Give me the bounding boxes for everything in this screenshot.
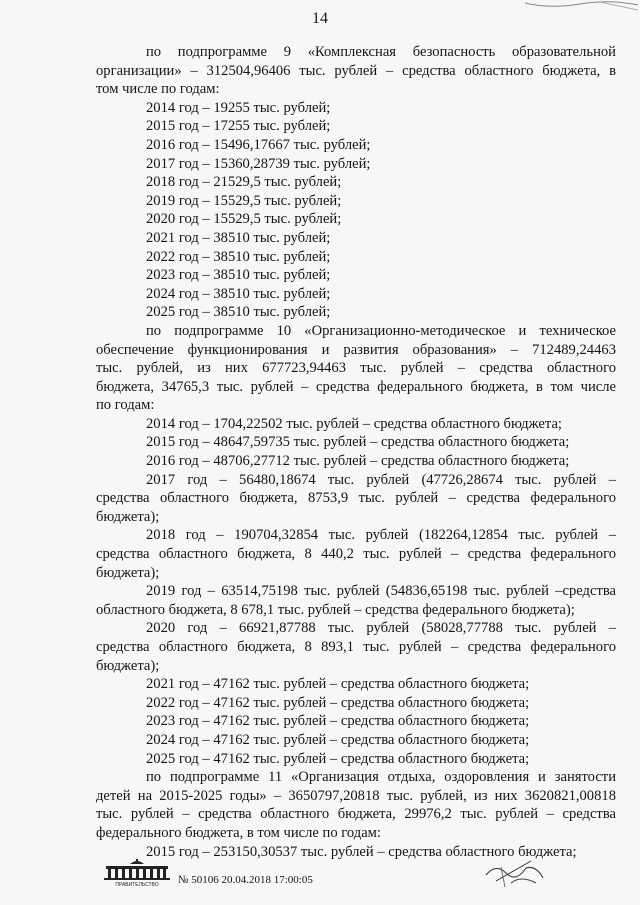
paragraph-line: областного бюджета, 8 678,1 тыс. рублей – средства федерального бюджета); xyxy=(96,601,575,618)
paragraph-line: детей на 2015-2025 годы» – 3650797,20818 тыс. рублей, из них 3620821,00818 xyxy=(96,787,616,804)
page-number: 14 xyxy=(312,10,328,27)
list-item: 2016 год – 15496,17667 тыс. рублей; xyxy=(146,136,371,153)
handwritten-signature-icon xyxy=(481,853,551,893)
list-item: 2015 год – 17255 тыс. рублей; xyxy=(146,118,331,135)
list-item: 2018 год – 21529,5 тыс. рублей; xyxy=(146,174,342,191)
paragraph-line: 2018 год – 190704,32854 тыс. рублей (182264,12854 тыс. рублей – xyxy=(146,527,616,544)
paragraph-line: тыс. рублей – средства областного бюджета, 29976,2 тыс. рублей – средства xyxy=(96,806,616,823)
list-item: 2025 год – 38510 тыс. рублей; xyxy=(146,304,331,321)
paragraph-line: по подпрограмме 9 «Комплексная безопасность образовательной xyxy=(146,44,616,60)
paragraph-line: бюджета, 34765,3 тыс. рублей – средства федерального бюджета, в том числе xyxy=(96,378,616,395)
paragraph-line: по подпрограмме 10 «Организационно-методическое и техническое xyxy=(146,322,616,339)
paragraph-line: 2017 год – 56480,18674 тыс. рублей (47726,28674 тыс. рублей – xyxy=(146,471,616,488)
list-item: 2020 год – 15529,5 тыс. рублей; xyxy=(146,211,342,228)
list-item: 2024 год – 47162 тыс. рублей – средства областного бюджета; xyxy=(146,731,530,748)
paragraph-line: бюджета); xyxy=(96,508,160,525)
list-item: 2022 год – 38510 тыс. рублей; xyxy=(146,248,331,265)
paragraph-line: федерального бюджета, в том числе по годам: xyxy=(96,824,381,841)
list-item: 2019 год – 15529,5 тыс. рублей; xyxy=(146,192,342,209)
list-item: 2014 год – 19255 тыс. рублей; xyxy=(146,99,331,116)
list-item: 2015 год – 48647,59735 тыс. рублей – средства областного бюджета; xyxy=(146,434,570,451)
paragraph-line: том числе по годам: xyxy=(96,81,220,98)
list-item: 2023 год – 47162 тыс. рублей – средства областного бюджета; xyxy=(146,713,530,730)
list-item: 2024 год – 38510 тыс. рублей; xyxy=(146,285,331,302)
list-item: 2016 год – 48706,27712 тыс. рублей – средства областного бюджета; xyxy=(146,453,570,470)
paragraph-line: 2020 год – 66921,87788 тыс. рублей (58028,77788 тыс. рублей – xyxy=(146,620,616,637)
list-item: 2015 год – 253150,30537 тыс. рублей – средства областного бюджета; xyxy=(146,843,577,860)
paragraph-line: бюджета); xyxy=(96,564,160,581)
list-item: 2021 год – 38510 тыс. рублей; xyxy=(146,229,331,246)
paragraph-line: бюджета); xyxy=(96,657,160,674)
list-item: 2025 год – 47162 тыс. рублей – средства областного бюджета; xyxy=(146,750,530,767)
government-building-icon xyxy=(100,858,174,888)
paragraph-line: тыс. рублей, из них 677723,94463 тыс. рублей – средства областного xyxy=(96,360,616,377)
paragraph-line: средства областного бюджета, 8 440,2 тыс. рублей – средства федерального xyxy=(96,546,616,563)
list-item: 2023 год – 38510 тыс. рублей; xyxy=(146,267,331,284)
list-item: 2014 год – 1704,22502 тыс. рублей – средства областного бюджета; xyxy=(146,415,562,432)
paragraph-line: средства областного бюджета, 8753,9 тыс. рублей – средства федерального xyxy=(96,490,616,507)
document-registration-stamp: № 50106 20.04.2018 17:00:05 xyxy=(178,874,313,886)
list-item: 2017 год – 15360,28739 тыс. рублей; xyxy=(146,155,371,172)
paragraph-line: обеспечение функционирования и развития образования» – 712489,24463 xyxy=(96,341,616,358)
list-item: 2021 год – 47162 тыс. рублей – средства областного бюджета; xyxy=(146,676,530,693)
paragraph-line: 2019 год – 63514,75198 тыс. рублей (54836,65198 тыс. рублей –средства xyxy=(146,583,616,600)
document-footer xyxy=(96,858,616,898)
paragraph-line: средства областного бюджета, 8 893,1 тыс. рублей – средства федерального xyxy=(96,639,616,655)
crest-caption: ПРАВИТЕЛЬСТВО xyxy=(115,882,159,888)
paragraph-line: по подпрограмме 11 «Организация отдыха, оздоровления и занятости xyxy=(146,769,616,786)
paragraph-line: по годам: xyxy=(96,397,155,414)
list-item: 2022 год – 47162 тыс. рублей – средства областного бюджета; xyxy=(146,694,530,711)
document-body xyxy=(96,43,616,861)
paragraph-line: организации» – 312504,96406 тыс. рублей – средства областного бюджета, в xyxy=(96,62,616,79)
